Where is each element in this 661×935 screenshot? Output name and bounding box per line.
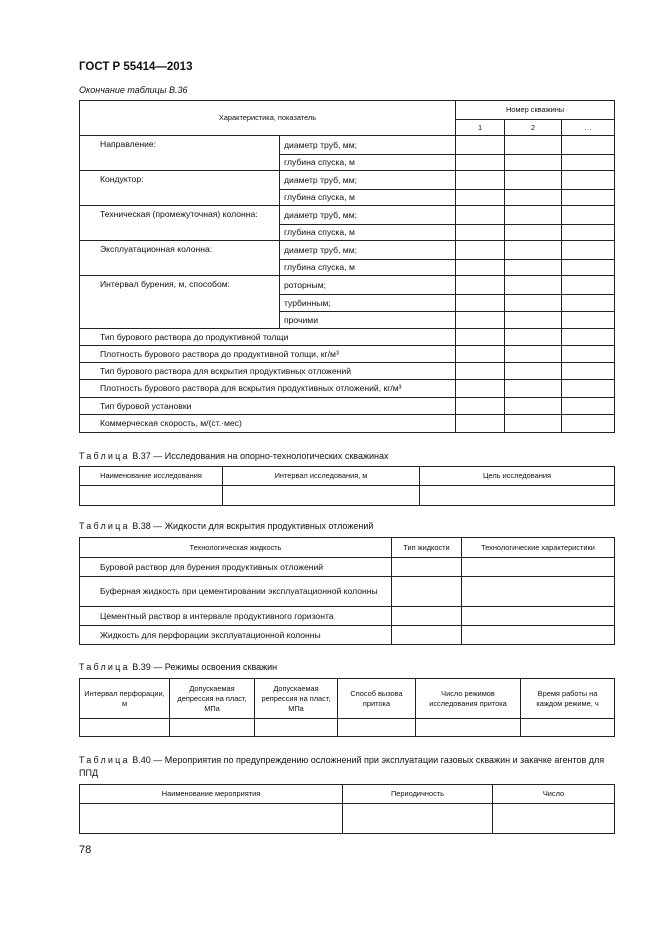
sub-label: диаметр труб, мм; — [280, 206, 456, 225]
document-header: ГОСТ Р 55414—2013 — [79, 61, 193, 73]
row-label: Тип бурового раствора для вскрытия продуктивных отложений — [80, 363, 456, 380]
page-number: 78 — [79, 844, 92, 856]
table-b40 — [79, 784, 615, 834]
row-label: Тип буровой установки — [80, 398, 456, 415]
col-header: Наименование исследования — [80, 467, 223, 486]
group-label: Эксплуатационная колонна: — [80, 241, 280, 276]
sub-label: глубина спуска, м — [280, 155, 456, 171]
col-header-well-1: 1 — [456, 120, 505, 136]
col-header: Интервал перфорации, м — [80, 679, 170, 719]
table-b36 — [79, 100, 615, 433]
table-b39-caption: Таблица В.39 — Режимы освоения скважин — [79, 662, 278, 672]
col-header: Число режимов исследования притока — [416, 679, 521, 719]
row-label: Жидкость для перфорации эксплуатационной колонны — [80, 626, 392, 645]
col-header-well-2: 2 — [505, 120, 562, 136]
col-header-characteristic: Характеристика, показатель — [80, 101, 456, 136]
sub-label: глубина спуска, м — [280, 190, 456, 206]
row-label: Буровой раствор для бурения продуктивных отложений — [80, 558, 392, 577]
sub-label: прочими — [280, 312, 456, 329]
sub-label: диаметр труб, мм; — [280, 241, 456, 260]
col-header: Способ вызова притока — [338, 679, 416, 719]
row-label: Буферная жидкость при цементировании эксплуатационной колонны — [80, 577, 392, 607]
col-header-well-number: Номер скважины — [456, 101, 615, 120]
table-continuation-caption: Окончание таблицы В.36 — [79, 85, 188, 95]
col-header: Тип жидкости — [392, 538, 462, 558]
col-header: Периодичность — [343, 785, 493, 804]
col-header-well-more: … — [562, 120, 615, 136]
row-label: Цементный раствор в интервале продуктивного горизонта — [80, 607, 392, 626]
row-label: Тип бурового раствора до продуктивной толщи — [80, 329, 456, 346]
row-label: Плотность бурового раствора для вскрытия продуктивных отложений, кг/м³ — [80, 380, 456, 398]
col-header: Число — [493, 785, 615, 804]
col-header: Наименование мероприятия — [80, 785, 343, 804]
sub-label: диаметр труб, мм; — [280, 171, 456, 190]
table-b38 — [79, 537, 615, 645]
col-header: Технологическая жидкость — [80, 538, 392, 558]
col-header: Технологические характеристики — [462, 538, 615, 558]
table-b37 — [79, 466, 615, 506]
col-header: Цель исследования — [420, 467, 615, 486]
table-b39 — [79, 678, 615, 737]
sub-label: глубина спуска, м — [280, 260, 456, 276]
sub-label: роторным; — [280, 276, 456, 295]
table-b40-caption: Таблица В.40 — Мероприятия по предупреждению осложнений при эксплуатации газовых скважин и закачке агентов для ППД — [79, 755, 605, 778]
table-b37-caption: Таблица В.37 — Исследования на опорно-технологических скважинах — [79, 451, 389, 461]
col-header: Интервал исследования, м — [223, 467, 420, 486]
row-label: Коммерческая скорость, м/(ст.·мес) — [80, 415, 456, 433]
row-label: Плотность бурового раствора до продуктивной толщи, кг/м³ — [80, 346, 456, 363]
table-b38-caption: Таблица В.38 — Жидкости для вскрытия продуктивных отложений — [79, 521, 374, 531]
group-label: Направление: — [80, 136, 280, 171]
group-label: Техническая (промежуточная) колонна: — [80, 206, 280, 241]
sub-label: турбинным; — [280, 295, 456, 312]
sub-label: диаметр труб, мм; — [280, 136, 456, 155]
col-header: Допускаемая депрессия на пласт, МПа — [170, 679, 255, 719]
col-header: Время работы на каждом режиме, ч — [521, 679, 615, 719]
col-header: Допускаемая репрессия на пласт, МПа — [255, 679, 338, 719]
group-label: Кондуктор: — [80, 171, 280, 206]
group-label: Интервал бурения, м, способом: — [80, 276, 280, 329]
sub-label: глубина спуска, м — [280, 225, 456, 241]
